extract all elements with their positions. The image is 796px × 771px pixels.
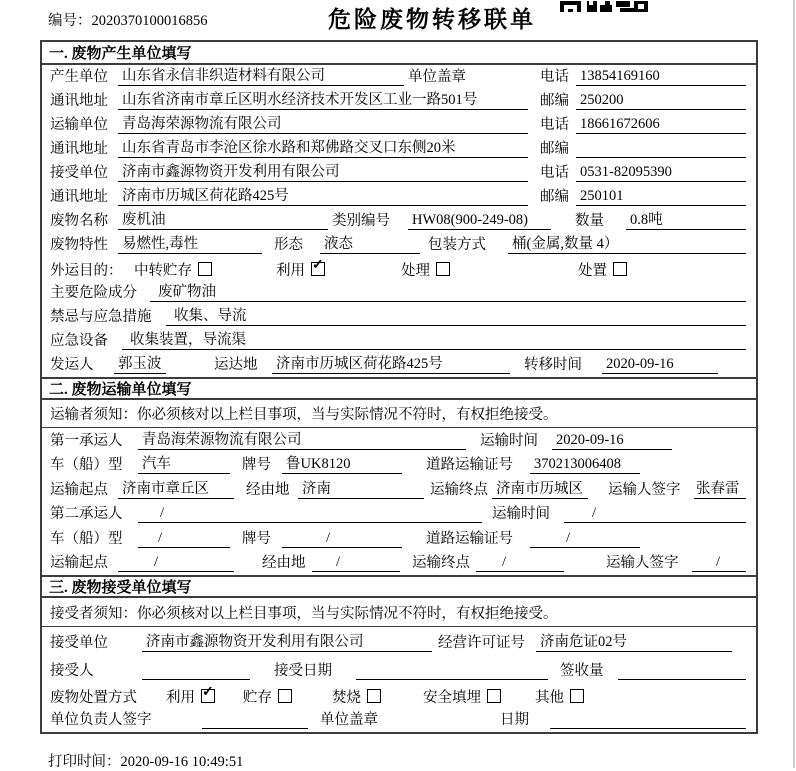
waste-name-value: 废机油 bbox=[118, 208, 328, 230]
via-value: / bbox=[312, 554, 400, 572]
shipper-label: 发运人 bbox=[50, 357, 94, 373]
quantity-label: 数量 bbox=[575, 213, 604, 229]
disposal-label: 废物处置方式 bbox=[50, 689, 137, 706]
received-qty-label: 签收量 bbox=[560, 663, 604, 679]
checkbox-icon bbox=[311, 262, 325, 276]
carrier1-value: 青岛海荣源物流有限公司 bbox=[138, 428, 466, 450]
responsible-sign-label: 单位负责人签字 bbox=[50, 712, 152, 728]
accept-date-label: 接受日期 bbox=[274, 663, 332, 679]
vehicle-type-label: 车（船）型 bbox=[50, 457, 123, 473]
zip-label: 邮编 bbox=[540, 141, 569, 157]
road-license-value: 370213006408 bbox=[530, 456, 640, 474]
transport-time-label: 运输时间 bbox=[492, 506, 550, 522]
accept-unit-row bbox=[42, 627, 756, 655]
phone-label: 电话 bbox=[540, 165, 569, 181]
endpoint-label: 运输终点 bbox=[412, 555, 470, 571]
acceptor-row bbox=[42, 655, 756, 683]
signature-row bbox=[42, 709, 756, 732]
vehicle-type-value: / bbox=[138, 530, 230, 548]
carrier1-row bbox=[42, 428, 756, 453]
quantity-value: 0.8吨 bbox=[626, 208, 746, 230]
waste-name-label: 废物名称 bbox=[50, 213, 108, 229]
serial-label: 编号： bbox=[48, 13, 92, 29]
transporter-address-row bbox=[42, 137, 756, 161]
carrier1-label: 第一承运人 bbox=[50, 432, 123, 449]
origin-label: 运输起点 bbox=[50, 555, 108, 571]
waste-name-row bbox=[42, 209, 756, 233]
packing-value: 桶(金属,数量 4） bbox=[508, 232, 746, 254]
transporter-phone: 18661672606 bbox=[576, 116, 746, 134]
phone-label: 电话 bbox=[540, 69, 569, 85]
origin-label: 运输起点 bbox=[50, 481, 108, 498]
destination-label: 运达地 bbox=[214, 357, 258, 373]
option-label: 焚烧 bbox=[332, 689, 361, 706]
hazard-label: 主要危险成分 bbox=[50, 285, 137, 301]
producer-address-value: 山东省济南市章丘区明水经济技术开发区工业一路501号 bbox=[118, 88, 528, 110]
checkbox-icon bbox=[278, 689, 292, 703]
purpose-option-transfer bbox=[134, 259, 212, 280]
checkbox-icon bbox=[487, 689, 501, 703]
option-label: 中转贮存 bbox=[134, 262, 192, 279]
vehicle2-row bbox=[42, 526, 756, 551]
zip-label: 邮编 bbox=[540, 189, 569, 205]
plate-value: 鲁UK8120 bbox=[282, 452, 402, 474]
acceptor-value bbox=[142, 664, 250, 680]
zip-label: 邮编 bbox=[540, 93, 569, 109]
endpoint-value: 济南市历城区 bbox=[492, 477, 588, 499]
vehicle1-row bbox=[42, 453, 756, 478]
checkbox-icon bbox=[436, 262, 450, 276]
via-label: 经由地 bbox=[262, 555, 306, 571]
purpose-label: 外运目的： bbox=[50, 262, 123, 279]
carrier-sign-value: 张春雷 bbox=[694, 477, 746, 499]
origin-value: 济南市章丘区 bbox=[118, 477, 234, 499]
transporter-address-value: 山东省青岛市李沧区徐水路和郑佛路交叉口东侧20米 bbox=[118, 136, 528, 158]
category-label: 类别编号 bbox=[332, 213, 390, 229]
equipment-row bbox=[42, 329, 756, 353]
emergency-value: 收集、导流 bbox=[166, 304, 746, 326]
checkbox-icon bbox=[367, 689, 381, 703]
carrier-sign-label: 运输人签字 bbox=[606, 555, 679, 571]
option-label: 其他 bbox=[535, 689, 564, 706]
carrier2-value: / bbox=[138, 505, 482, 523]
transfer-time-value: 2020-09-16 bbox=[602, 356, 718, 374]
hazard-value: 废矿物油 bbox=[150, 280, 746, 302]
producer-row bbox=[42, 65, 756, 89]
plate-label: 牌号 bbox=[242, 530, 271, 547]
checkbox-icon bbox=[201, 689, 215, 703]
page-title: 危险废物转移联单 bbox=[328, 7, 536, 32]
transport-time-value: / bbox=[564, 505, 746, 523]
qr-code-icon bbox=[560, 1, 648, 12]
option-label: 贮存 bbox=[243, 689, 272, 706]
producer-phone: 13854169160 bbox=[576, 68, 746, 86]
vehicle-type-value: 汽车 bbox=[138, 452, 230, 474]
waste-props-label: 废物特性 bbox=[50, 237, 108, 253]
equipment-label: 应急设备 bbox=[50, 333, 108, 349]
option-label: 处置 bbox=[578, 262, 607, 279]
purpose-option-utilize bbox=[276, 259, 325, 280]
transporter-label: 运输单位 bbox=[50, 117, 108, 133]
disposal-option-other bbox=[535, 686, 584, 707]
plate-label: 牌号 bbox=[242, 457, 271, 473]
purpose-option-treat bbox=[401, 259, 450, 280]
accept-date-value bbox=[356, 664, 548, 680]
operating-license-value: 济南危证02号 bbox=[536, 630, 732, 652]
road-license-label: 道路运输证号 bbox=[426, 530, 513, 547]
waste-props-value: 易燃性,毒性 bbox=[118, 232, 262, 254]
via-label: 经由地 bbox=[246, 481, 290, 498]
receiver-value: 济南市鑫源物资开发利用有限公司 bbox=[118, 160, 528, 182]
category-value: HW08(900-249-08) bbox=[408, 212, 551, 230]
hazard-row bbox=[42, 281, 756, 305]
endpoint-label: 运输终点 bbox=[430, 481, 488, 498]
origin-value: / bbox=[118, 554, 234, 572]
carrier-sign-value: / bbox=[692, 554, 746, 572]
disposal-row bbox=[42, 683, 756, 709]
receiver-address-row bbox=[42, 185, 756, 209]
disposal-option-utilize bbox=[166, 686, 215, 707]
producer-value: 山东省永信非织造材料有限公司 bbox=[118, 64, 404, 86]
route2-row bbox=[42, 551, 756, 576]
responsible-sign-value bbox=[202, 713, 308, 729]
producer-zip: 250200 bbox=[576, 92, 746, 110]
receiver-address-value: 济南市历城区荷花路425号 bbox=[118, 184, 528, 206]
stamp-label: 单位盖章 bbox=[408, 69, 466, 85]
plate-value: / bbox=[282, 530, 402, 548]
carrier2-row bbox=[42, 502, 756, 527]
page-right-edge bbox=[793, 0, 795, 768]
option-label: 安全填埋 bbox=[423, 689, 481, 706]
emergency-label: 禁忌与应急措施 bbox=[50, 309, 152, 325]
option-label: 利用 bbox=[276, 262, 305, 279]
serial-value: 2020370100016856 bbox=[91, 13, 208, 29]
transporter-value: 青岛海荣源物流有限公司 bbox=[118, 112, 528, 134]
section3-notice: 接受者须知：你必须核对以上栏目事项，当与实际情况不符时，有权拒绝接受。 bbox=[42, 598, 756, 627]
transport-time-label: 运输时间 bbox=[480, 432, 538, 449]
checkbox-icon bbox=[613, 262, 627, 276]
accept-unit-label: 接受单位 bbox=[50, 635, 108, 651]
transporter-zip bbox=[576, 142, 746, 158]
serial-number bbox=[48, 9, 208, 30]
receiver-zip: 250101 bbox=[576, 188, 746, 206]
unit-stamp-label: 单位盖章 bbox=[320, 712, 378, 728]
transporter-row bbox=[42, 113, 756, 137]
via-value: 济南 bbox=[298, 477, 424, 499]
receiver-row bbox=[42, 161, 756, 185]
producer-label: 产生单位 bbox=[50, 69, 108, 85]
receiver-phone: 0531-82095390 bbox=[576, 164, 746, 182]
disposal-option-landfill bbox=[423, 686, 501, 707]
endpoint-value: / bbox=[476, 554, 564, 572]
road-license-label: 道路运输证号 bbox=[426, 457, 513, 473]
route1-row bbox=[42, 477, 756, 502]
purpose-row bbox=[42, 257, 756, 281]
purpose-option-dispose bbox=[578, 259, 627, 280]
transport-time-value: 2020-09-16 bbox=[552, 432, 672, 450]
carrier2-label: 第二承运人 bbox=[50, 506, 123, 522]
phone-label: 电话 bbox=[540, 117, 569, 133]
emergency-row bbox=[42, 305, 756, 329]
section2-notice: 运输者须知：你必须核对以上栏目事项，当与实际情况不符时，有权拒绝接受。 bbox=[42, 400, 756, 428]
transfer-time-label: 转移时间 bbox=[524, 357, 582, 373]
disposal-option-incinerate bbox=[332, 686, 381, 707]
form-value: 液态 bbox=[320, 232, 420, 254]
address-label: 通讯地址 bbox=[50, 189, 108, 205]
destination-value: 济南市历城区荷花路425号 bbox=[272, 352, 510, 374]
option-label: 利用 bbox=[166, 689, 195, 706]
date-value bbox=[550, 713, 746, 729]
date-label: 日期 bbox=[500, 712, 529, 728]
print-time-label: 打印时间： bbox=[48, 754, 121, 770]
packing-label: 包装方式 bbox=[428, 237, 486, 253]
waste-props-row bbox=[42, 233, 756, 257]
form-label: 形态 bbox=[274, 237, 303, 253]
vehicle-type-label: 车（船）型 bbox=[50, 530, 123, 547]
disposal-option-store bbox=[243, 686, 292, 707]
acceptor-label: 接受人 bbox=[50, 663, 94, 679]
producer-address-row bbox=[42, 89, 756, 113]
section3-header: 三. 废物接受单位填写 bbox=[42, 575, 756, 598]
carrier-sign-label: 运输人签字 bbox=[608, 481, 681, 498]
checkbox-icon bbox=[198, 262, 212, 276]
shipper-row bbox=[42, 353, 756, 377]
section2-header: 二. 废物运输单位填写 bbox=[42, 377, 756, 400]
shipper-value: 郭玉波 bbox=[114, 352, 166, 374]
address-label: 通讯地址 bbox=[50, 93, 108, 109]
checkbox-icon bbox=[570, 689, 584, 703]
section1-header: 一. 废物产生单位填写 bbox=[42, 42, 756, 65]
road-license-value: / bbox=[530, 530, 640, 548]
receiver-label: 接受单位 bbox=[50, 165, 108, 181]
qr-code-fragment bbox=[560, 0, 648, 17]
option-label: 处理 bbox=[401, 262, 430, 279]
accept-unit-value: 济南市鑫源物资开发利用有限公司 bbox=[142, 630, 432, 652]
manifest-form bbox=[40, 40, 758, 734]
equipment-value: 收集装置，导流渠 bbox=[122, 328, 746, 350]
address-label: 通讯地址 bbox=[50, 141, 108, 157]
received-qty-value bbox=[618, 664, 746, 680]
operating-license-label: 经营许可证号 bbox=[438, 635, 525, 651]
print-time-value: 2020-09-16 10:49:51 bbox=[120, 754, 244, 770]
